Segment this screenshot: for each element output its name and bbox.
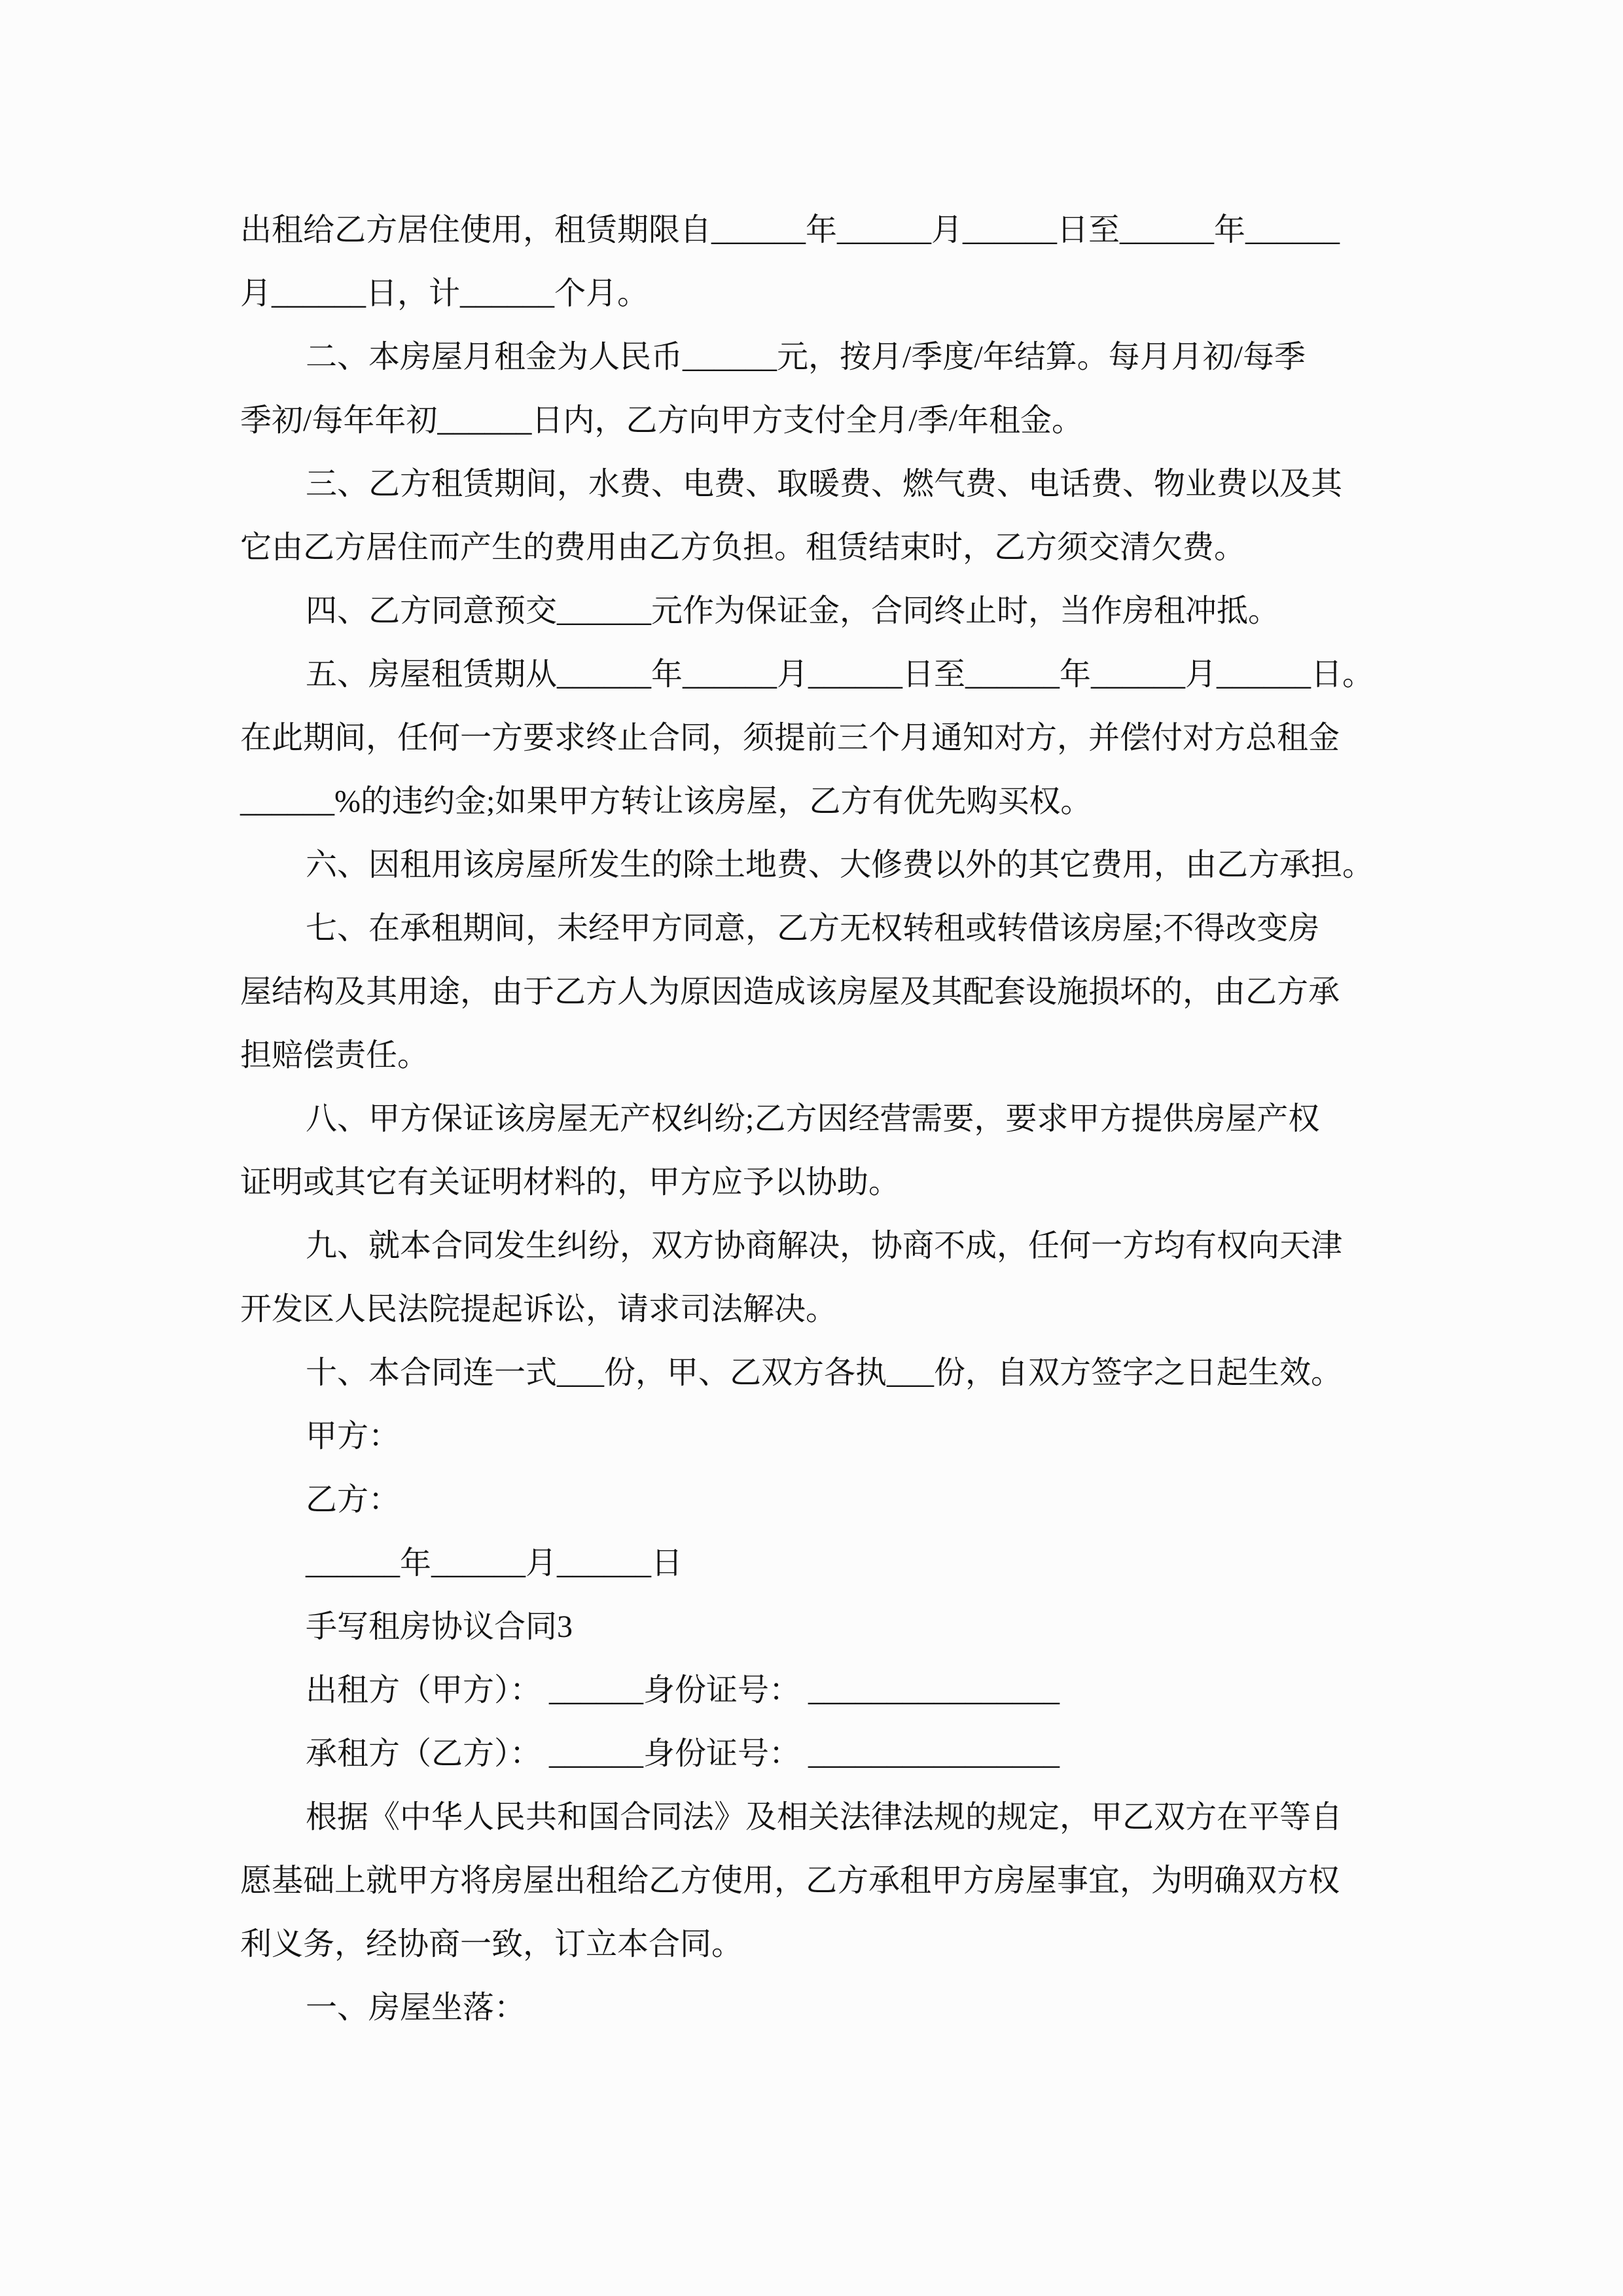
text-line: 五、房屋租赁期从______年______月______日至______年______月______日。	[306, 657, 1374, 692]
text-line: 利义务，经协商一致，订立本合同。	[240, 1927, 743, 1962]
text-line: 根据《中华人民共和国合同法》及相关法律法规的规定，甲乙双方在平等自	[306, 1800, 1343, 1835]
text-line: 甲方：	[306, 1419, 401, 1454]
text-line: ______年______月______日	[306, 1546, 683, 1581]
text-line: 在此期间，任何一方要求终止合同，须提前三个月通知对方，并偿付对方总租金	[240, 721, 1340, 755]
text-line: 证明或其它有关证明材料的，甲方应予以协助。	[240, 1165, 901, 1200]
text-line: 九、就本合同发生纠纷，双方协商解决，协商不成，任何一方均有权向天津	[306, 1229, 1343, 1263]
text-line: 承租方（乙方）： ______身份证号： ________________	[306, 1736, 1060, 1771]
document-body	[240, 198, 1405, 2039]
text-line: 十、本合同连一式___份，甲、乙双方各执___份，自双方签字之日起生效。	[306, 1355, 1343, 1390]
text-line: 六、因租用该房屋所发生的除土地费、大修费以外的其它费用，由乙方承担。	[306, 848, 1374, 882]
text-line: ______%的违约金;如果甲方转让该房屋，乙方有优先购买权。	[240, 784, 1092, 819]
text-line: 二、本房屋月租金为人民币______元，按月/季度/年结算。每月月初/每季	[306, 340, 1306, 374]
text-line: 出租方（甲方）： ______身份证号： ________________	[306, 1673, 1060, 1708]
text-line: 四、乙方同意预交______元作为保证金，合同终止时，当作房租冲抵。	[306, 594, 1280, 628]
text-line: 屋结构及其用途，由于乙方人为原因造成该房屋及其配套设施损坏的，由乙方承	[240, 975, 1340, 1009]
text-line: 八、甲方保证该房屋无产权纠纷;乙方因经营需要，要求甲方提供房屋产权	[306, 1102, 1320, 1136]
text-line: 担赔偿责任。	[240, 1038, 429, 1073]
text-line: 月______日，计______个月。	[240, 276, 649, 311]
text-line: 开发区人民法院提起诉讼，请求司法解决。	[240, 1292, 838, 1327]
text-line: 乙方：	[306, 1482, 401, 1517]
text-line: 愿基础上就甲方将房屋出租给乙方使用，乙方承租甲方房屋事宜，为明确双方权	[240, 1863, 1340, 1898]
text-line: 七、在承租期间，未经甲方同意，乙方无权转租或转借该房屋;不得改变房	[306, 911, 1320, 946]
text-line: 手写租房协议合同3	[306, 1609, 573, 1644]
text-line: 季初/每年年初______日内，乙方向甲方支付全月/季/年租金。	[240, 403, 1084, 438]
text-line: 出租给乙方居住使用，租赁期限自______年______月______日至______年______	[240, 213, 1340, 247]
text-line: 它由乙方居住而产生的费用由乙方负担。租赁结束时，乙方须交清欠费。	[240, 530, 1246, 565]
text-line: 三、乙方租赁期间，水费、电费、取暖费、燃气费、电话费、物业费以及其	[306, 467, 1343, 501]
text-line: 一、房屋坐落：	[306, 1990, 526, 2025]
